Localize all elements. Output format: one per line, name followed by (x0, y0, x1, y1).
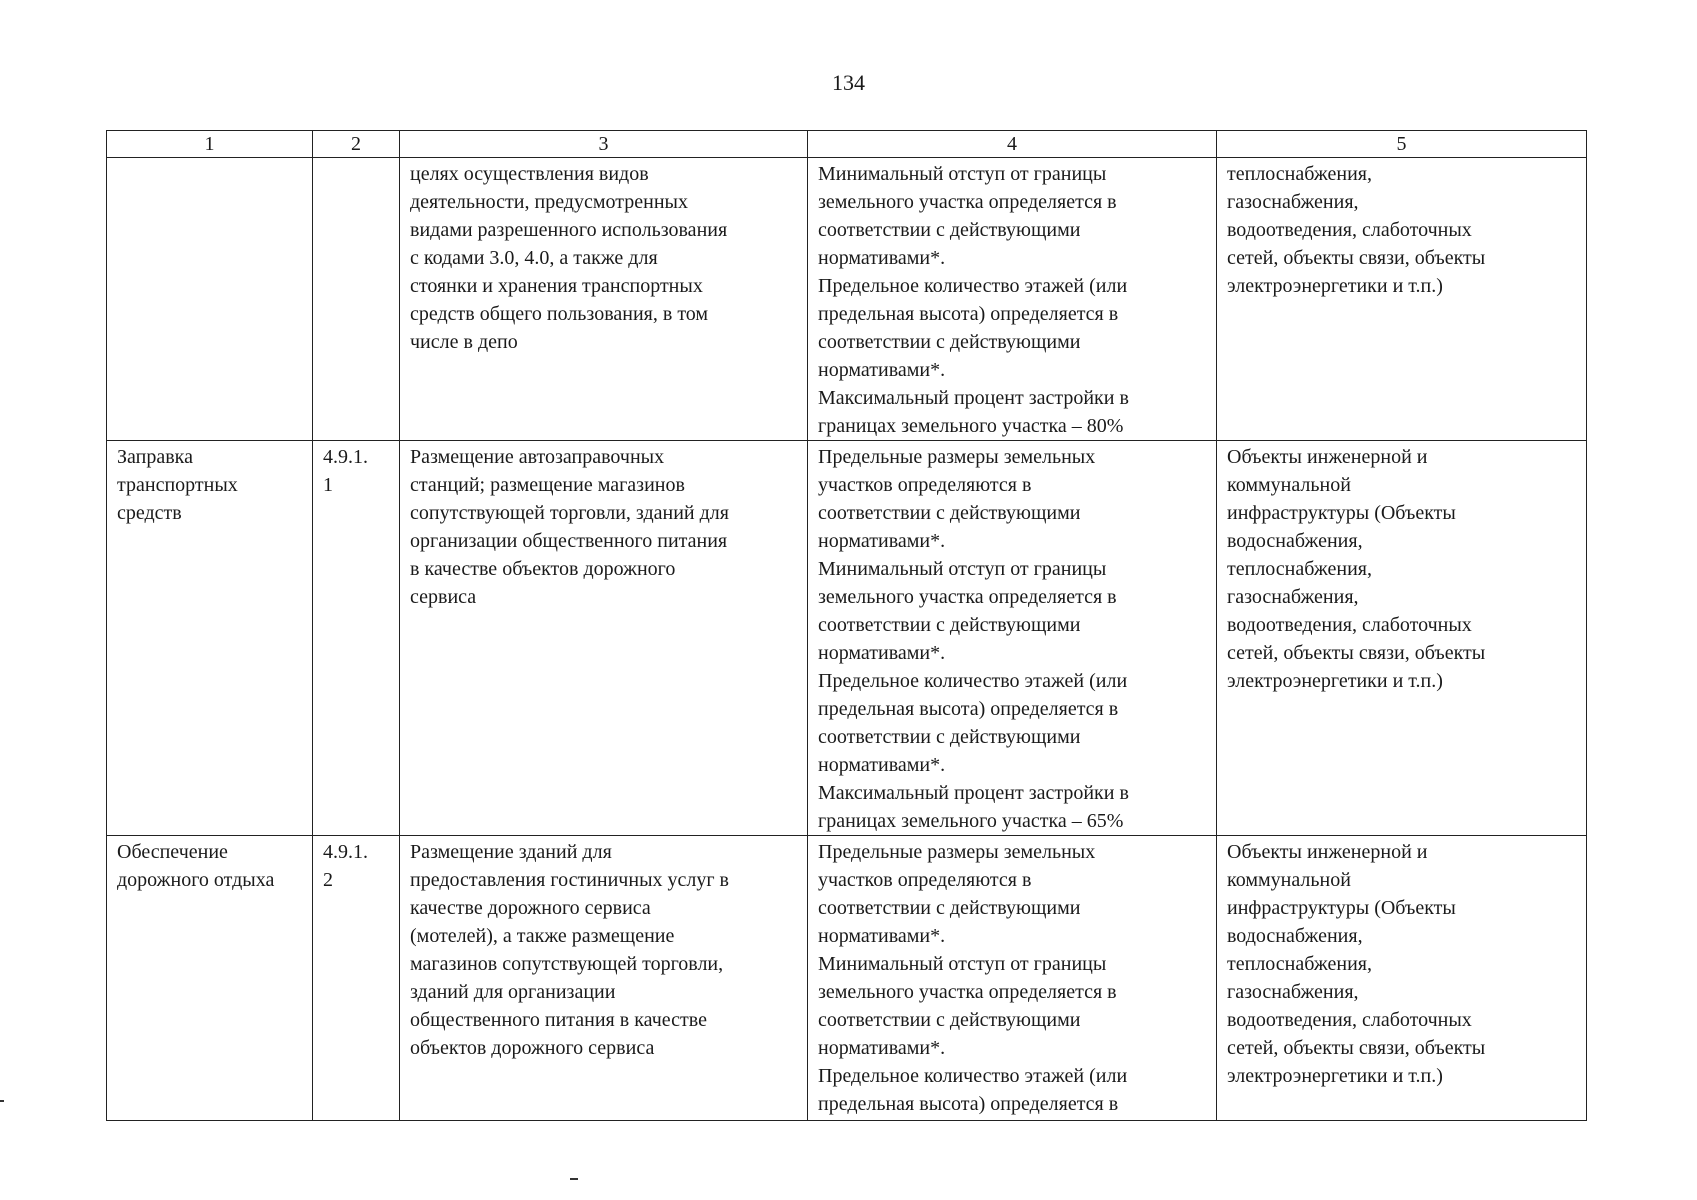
use-parameters-text: Предельные размеры земельных участков определяются в соответствии с действующими нормативами*. Минимальный отступ от границы земельного участка определяется в соответствии с действующими нормативами*. Предельное количество этажей (или предельная высота) определяется в соответствии с действующими нормативами*. Максимальный процент застройки в границах земельного участка – 65% (818, 446, 1129, 832)
column-header-3: 3 (400, 131, 808, 158)
use-code-cell (313, 836, 400, 1121)
use-description-text: Размещение зданий для предоставления гостиничных услуг в качестве дорожного сервиса (мотелей), а также размещение магазинов сопутствующей торговли, зданий для организации общественного питания в качестве объектов дорожного сервиса (410, 841, 730, 1059)
use-name-text: Заправка транспортных средств (117, 446, 238, 524)
land-use-table (106, 130, 1587, 1121)
scan-speck (0, 1100, 4, 1102)
use-objects-text: теплоснабжения, газоснабжения, водоотведения, слаботочных сетей, объекты связи, объекты электроэнергетики и т.п.) (1227, 163, 1486, 297)
column-header-5: 5 (1217, 131, 1587, 158)
use-code-cell (313, 158, 400, 441)
column-header-4: 4 (808, 131, 1217, 158)
page-number: 134 (832, 70, 865, 95)
use-code-text: 4.9.1. 1 (323, 446, 368, 496)
table-row (107, 158, 1587, 441)
use-objects-cell (1217, 441, 1587, 836)
use-description-cell (400, 158, 808, 441)
table-row (107, 836, 1587, 1121)
use-code-cell (313, 441, 400, 836)
use-objects-cell (1217, 158, 1587, 441)
use-name-cell (107, 836, 313, 1121)
scan-speck (570, 1178, 578, 1180)
use-description-text: Размещение автозаправочных станций; размещение магазинов сопутствующей торговли, зданий для организации общественного питания в качестве объектов дорожного сервиса (410, 446, 729, 608)
use-objects-cell (1217, 836, 1587, 1121)
use-parameters-cell (808, 158, 1217, 441)
use-description-cell (400, 836, 808, 1121)
use-name-cell (107, 158, 313, 441)
use-name-text: Обеспечение дорожного отдыха (117, 841, 275, 891)
use-description-text: целях осуществления видов деятельности, предусмотренных видами разрешенного использования с кодами 3.0, 4.0, а также для стоянки и хранения транспортных средств общего пользования, в том числе в депо (410, 163, 728, 353)
use-parameters-cell (808, 441, 1217, 836)
use-name-cell (107, 441, 313, 836)
use-parameters-text: Предельные размеры земельных участков определяются в соответствии с действующими нормативами*. Минимальный отступ от границы земельного участка определяется в соответствии с действующими нормативами*. Предельное количество этажей (или предельная высота) определяется в (818, 841, 1128, 1115)
use-objects-text: Объекты инженерной и коммунальной инфраструктуры (Объекты водоснабжения, теплоснабжения, газоснабжения, водоотведения, слаботочных сетей, объекты связи, объекты электроэнергетики и т.п.) (1227, 446, 1486, 692)
use-objects-text: Объекты инженерной и коммунальной инфраструктуры (Объекты водоснабжения, теплоснабжения, газоснабжения, водоотведения, слаботочных сетей, объекты связи, объекты электроэнергетики и т.п.) (1227, 841, 1486, 1087)
column-header-1: 1 (107, 131, 313, 158)
column-header-2: 2 (313, 131, 400, 158)
use-description-cell (400, 441, 808, 836)
table-header-row (107, 131, 1587, 158)
use-code-text: 4.9.1. 2 (323, 841, 368, 891)
table-row (107, 441, 1587, 836)
use-parameters-text: Минимальный отступ от границы земельного участка определяется в соответствии с действующими нормативами*. Предельное количество этажей (или предельная высота) определяется в соответствии с действующими нормативами*. Максимальный процент застройки в границах земельного участка – 80% (818, 163, 1129, 437)
use-parameters-cell (808, 836, 1217, 1121)
